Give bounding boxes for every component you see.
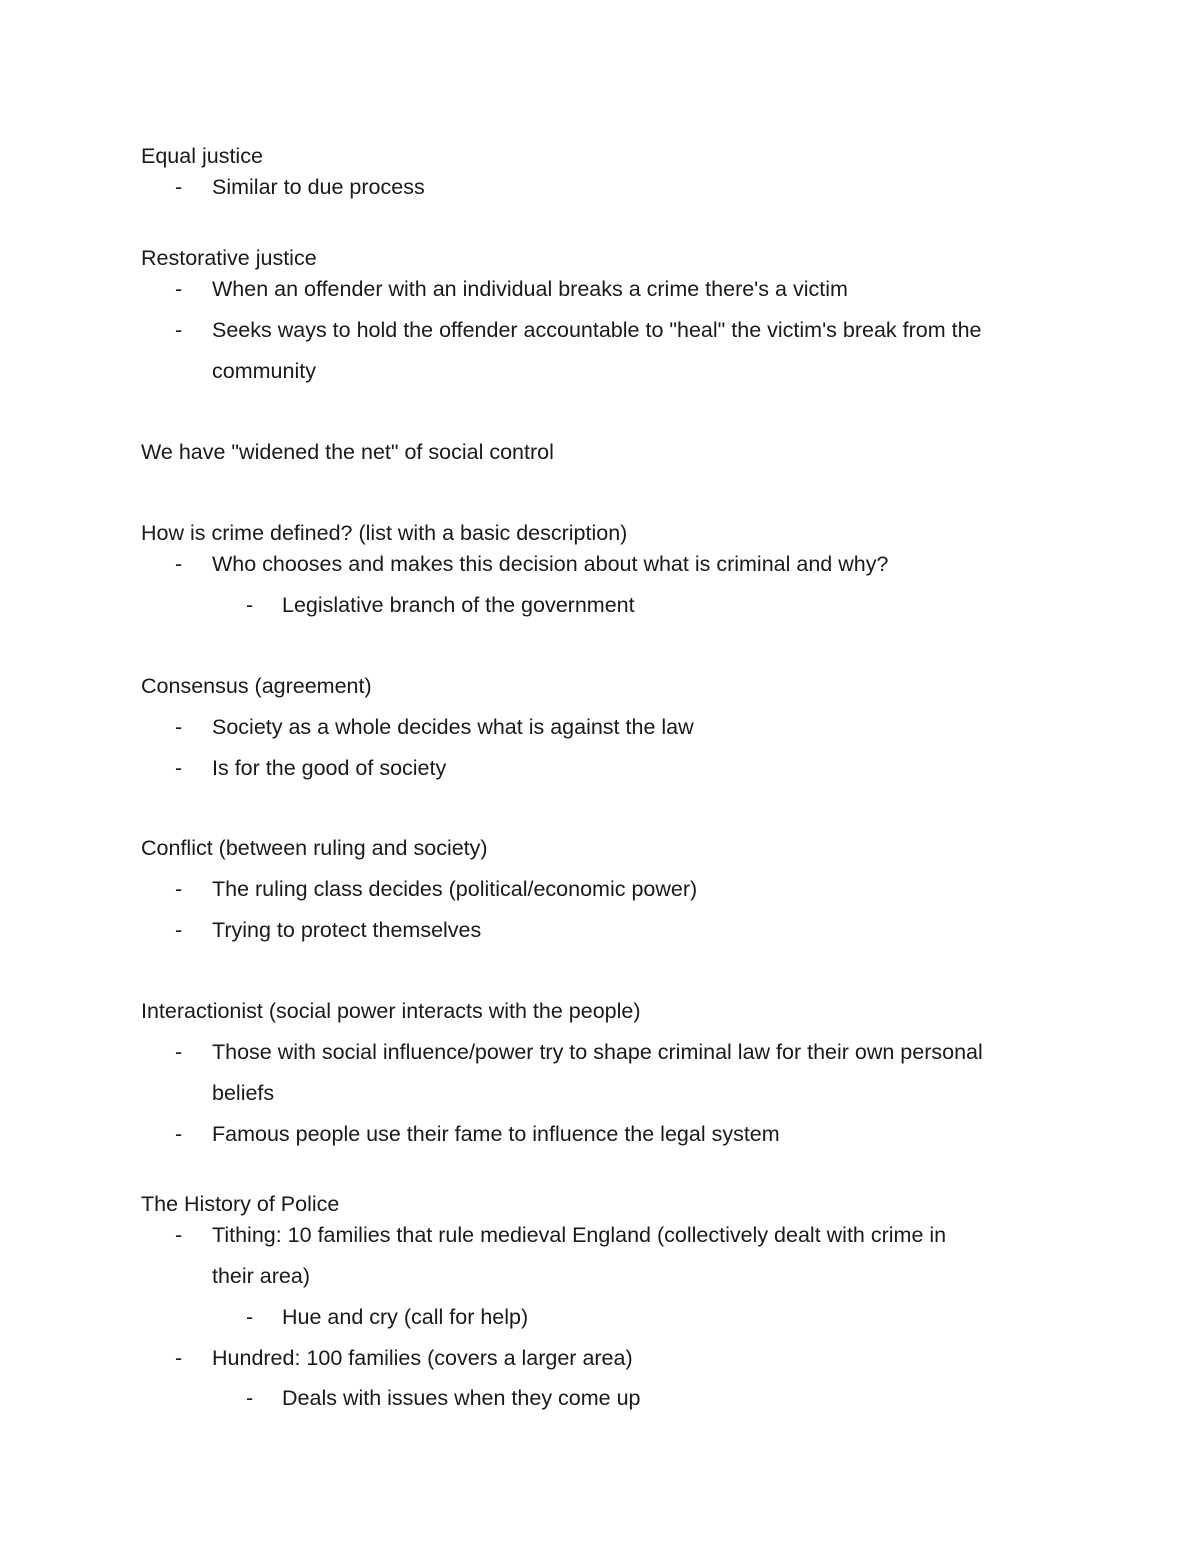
bullet-dash: - [175,715,183,739]
section-heading-consensus: Consensus (agreement) [141,674,372,698]
bullet-text: Who chooses and makes this decision about what is criminal and why? [212,552,889,576]
bullet-text: Seeks ways to hold the offender accountable to "heal" the victim's break from the [212,318,982,342]
bullet-text: Society as a whole decides what is against the law [212,715,694,739]
section-heading-equal-justice: Equal justice [141,144,263,168]
section-heading-crime-defined: How is crime defined? (list with a basic description) [141,521,628,545]
bullet-text: When an offender with an individual breaks a crime there's a victim [212,277,848,301]
bullet-text-continued: beliefs [212,1081,275,1105]
section-heading-interactionist: Interactionist (social power interacts with the people) [141,999,641,1023]
bullet-dash: - [175,175,183,199]
sub-bullet-dash: - [246,1386,254,1410]
section-heading-history-of-police: The History of Police [141,1192,340,1216]
sub-bullet-dash: - [246,1305,254,1329]
bullet-text: Tithing: 10 families that rule medieval England (collectively dealt with crime in [212,1223,947,1247]
sub-bullet-text: Legislative branch of the government [282,593,635,617]
bullet-dash: - [175,318,183,342]
bullet-text: Is for the good of society [212,756,447,780]
bullet-dash: - [175,277,183,301]
sub-bullet-dash: - [246,593,254,617]
bullet-dash: - [175,918,183,942]
sub-bullet-text: Deals with issues when they come up [282,1386,641,1410]
bullet-text: The ruling class decides (political/economic power) [212,877,698,901]
bullet-dash: - [175,877,183,901]
bullet-text: Famous people use their fame to influence the legal system [212,1122,780,1146]
bullet-text: Similar to due process [212,175,425,199]
bullet-dash: - [175,552,183,576]
section-heading-widened-net: We have "widened the net" of social control [141,440,554,464]
section-heading-conflict: Conflict (between ruling and society) [141,836,488,860]
bullet-dash: - [175,1040,183,1064]
bullet-dash: - [175,756,183,780]
bullet-text: Those with social influence/power try to shape criminal law for their own personal [212,1040,983,1064]
bullet-text: Trying to protect themselves [212,918,482,942]
bullet-text: Hundred: 100 families (covers a larger area) [212,1346,633,1370]
bullet-text-continued: their area) [212,1264,310,1288]
bullet-dash: - [175,1223,183,1247]
bullet-dash: - [175,1346,183,1370]
bullet-dash: - [175,1122,183,1146]
section-heading-restorative-justice: Restorative justice [141,246,317,270]
bullet-text-continued: community [212,359,316,383]
sub-bullet-text: Hue and cry (call for help) [282,1305,529,1329]
